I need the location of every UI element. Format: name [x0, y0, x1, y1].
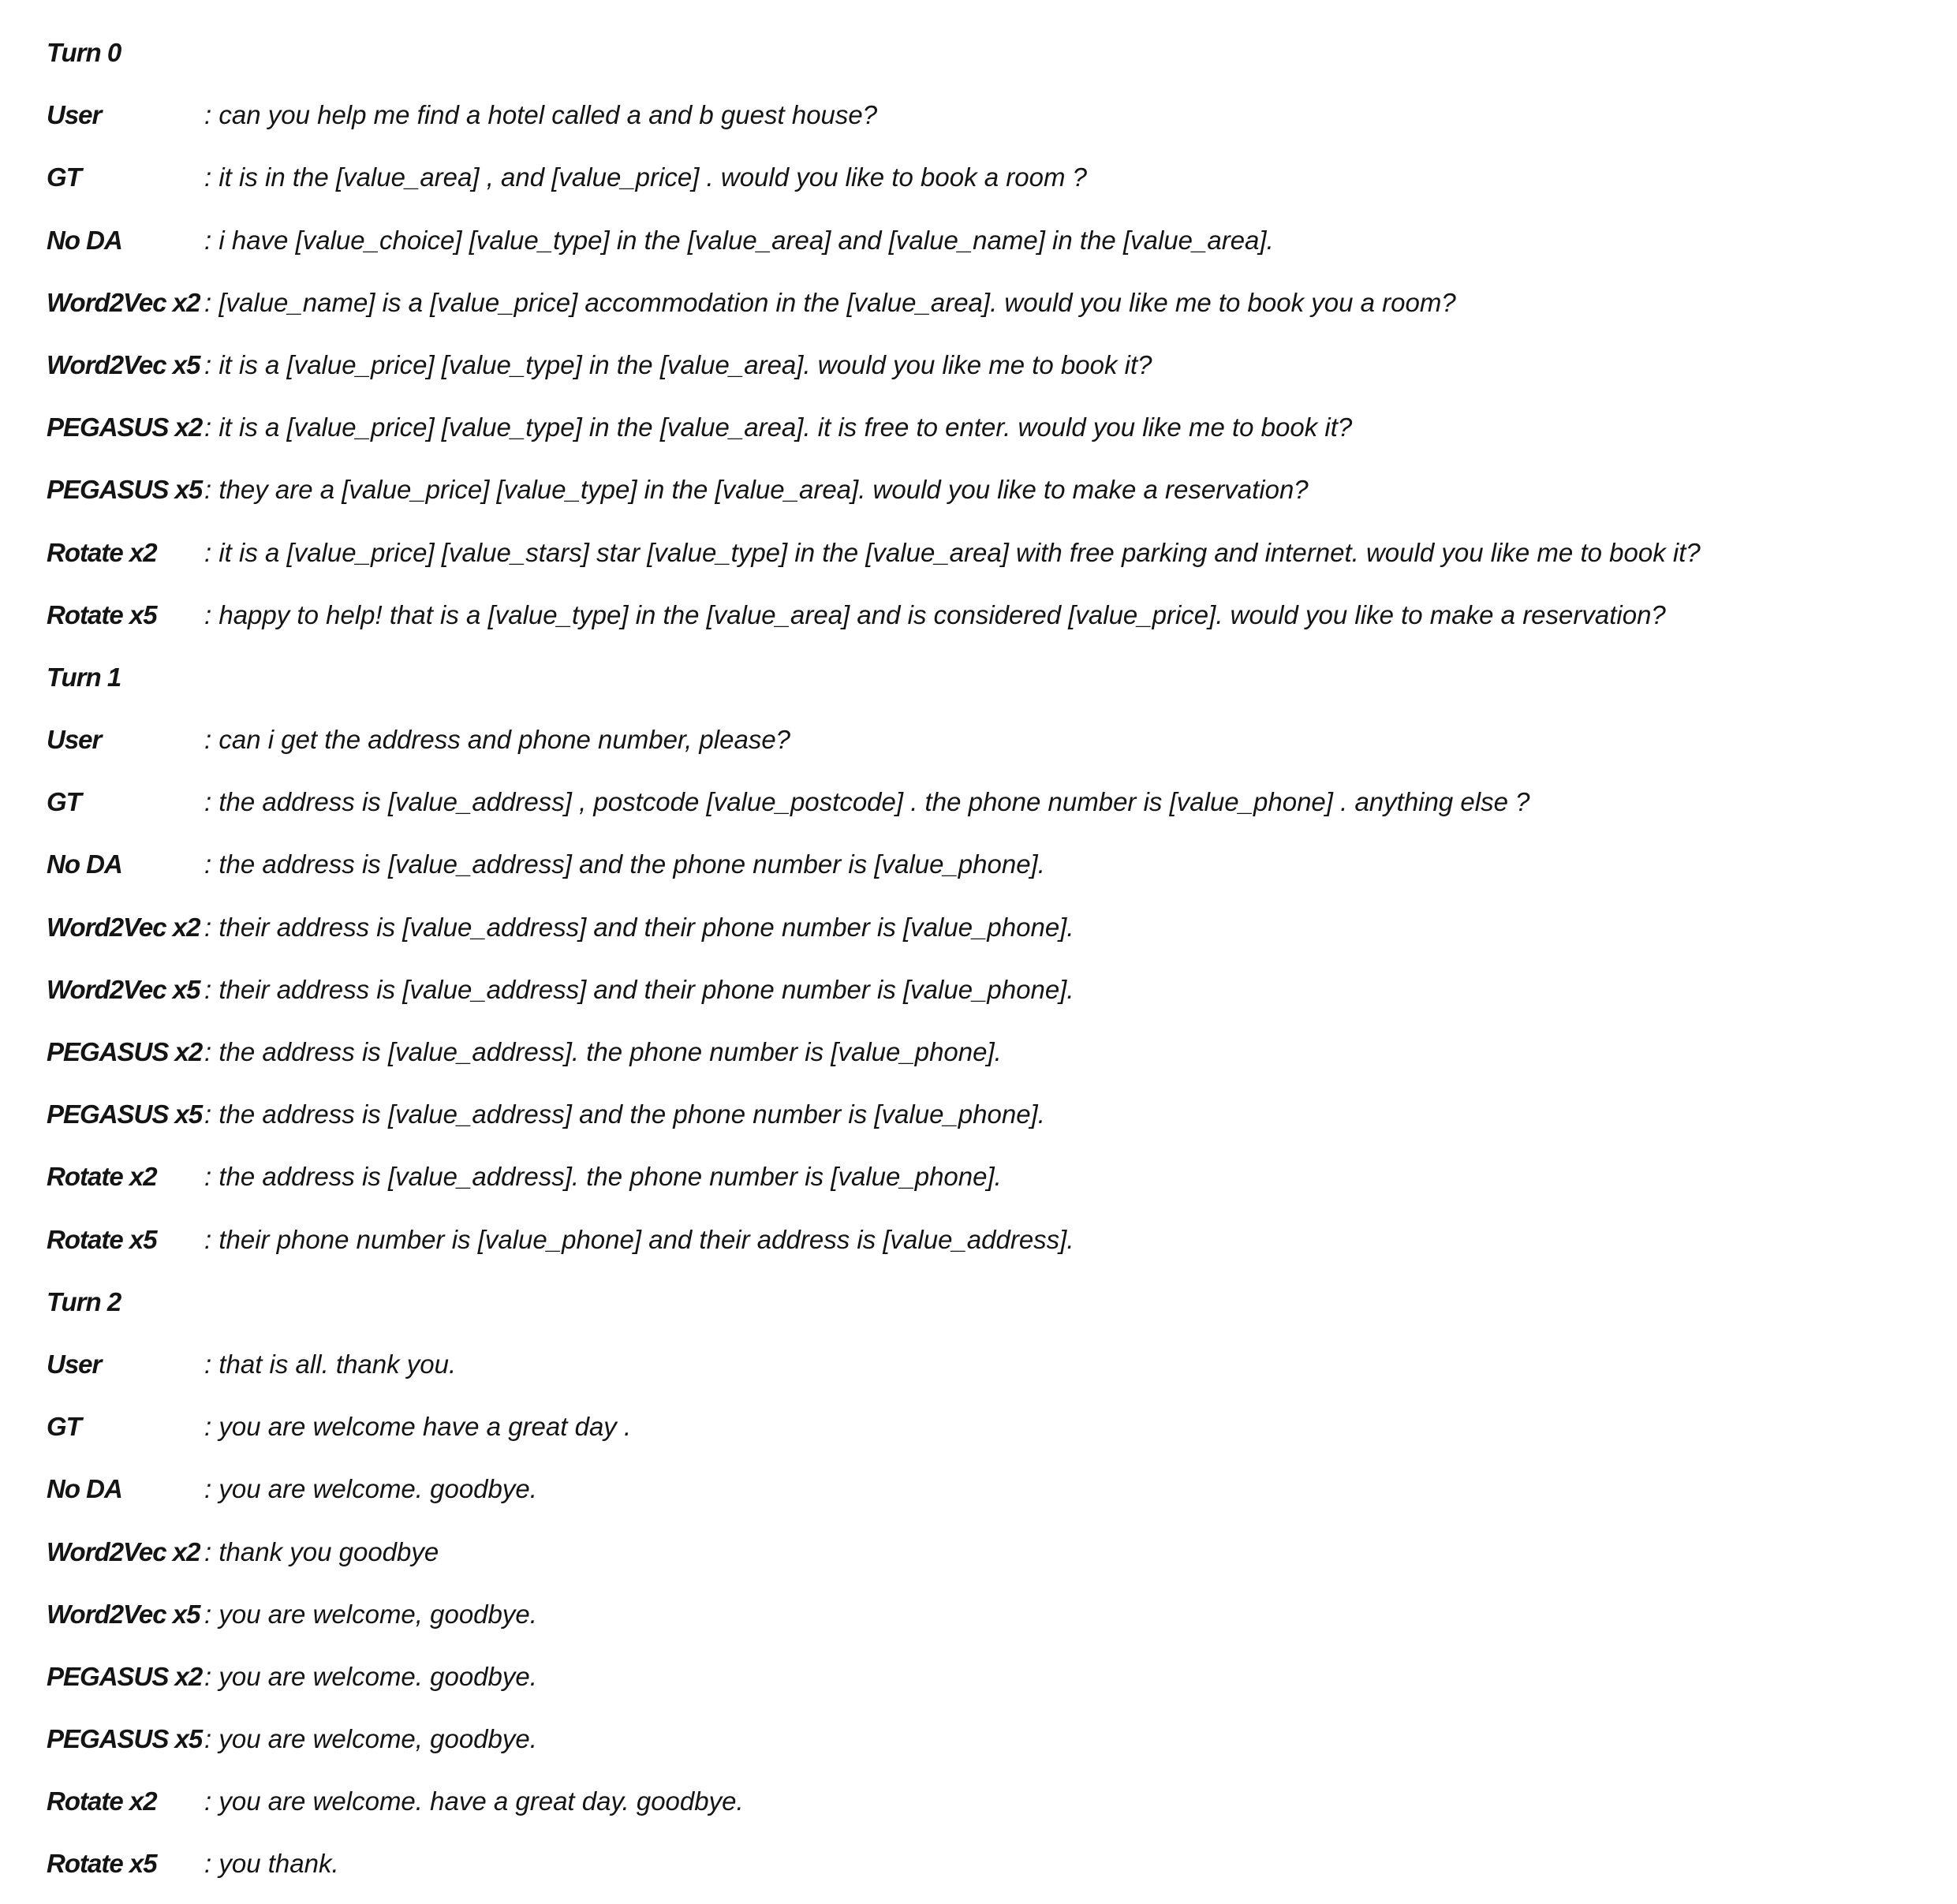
dialogue-row [0, 1841, 1957, 1903]
utterance-text: : the address is [value_address] and the phone number is [value_phone]. [204, 849, 1045, 879]
turn-heading [0, 655, 1957, 717]
speaker-label: Rotate x5 [47, 1224, 157, 1254]
utterance-text: : you are welcome. have a great day. goodbye. [204, 1786, 744, 1816]
utterance-text: : you are welcome. goodbye. [204, 1474, 537, 1504]
utterance-text: : i have [value_choice] [value_type] in the [value_area] and [value_name] in the [value_area]. [204, 225, 1274, 255]
utterance-text: : it is a [value_price] [value_stars] star [value_type] in the [value_area] with free parking and internet. would you like me to book it? [204, 537, 1701, 567]
dialogue-row [0, 1592, 1957, 1654]
speaker-label: PEGASUS x2 [47, 1661, 203, 1691]
dialogue-row [0, 530, 1957, 592]
dialogue-row [0, 1092, 1957, 1154]
speaker-label: PEGASUS x2 [47, 1037, 203, 1066]
speaker-label: PEGASUS x2 [47, 413, 203, 442]
utterance-text: : it is in the [value_area] , and [value_price] . would you like to book a room ? [204, 162, 1087, 192]
speaker-label: PEGASUS x5 [47, 475, 203, 505]
dialogue-row [0, 92, 1957, 155]
speaker-label: Rotate x5 [47, 1849, 157, 1879]
speaker-label: User [47, 725, 102, 755]
dialogue-row [0, 779, 1957, 842]
dialogue-row [0, 1404, 1957, 1466]
dialogue-row [0, 405, 1957, 467]
dialogue-row [0, 218, 1957, 280]
speaker-label: GT [47, 1412, 81, 1442]
turn-title: Turn 1 [47, 662, 121, 692]
speaker-label: User [47, 1349, 102, 1379]
turn-heading [0, 1279, 1957, 1342]
speaker-label: Rotate x2 [47, 537, 157, 567]
utterance-text: : thank you goodbye [204, 1536, 439, 1566]
utterance-text: : their address is [value_address] and their phone number is [value_phone]. [204, 912, 1074, 942]
dialogue-row [0, 1466, 1957, 1529]
utterance-text: : you are welcome. goodbye. [204, 1661, 537, 1691]
dialogue-row [0, 1529, 1957, 1592]
speaker-label: Word2Vec x5 [47, 1599, 200, 1629]
turn-title: Turn 0 [47, 38, 121, 67]
utterance-text: : it is a [value_price] [value_type] in the [value_area]. would you like me to book it? [204, 349, 1152, 379]
utterance-text: : the address is [value_address]. the phone number is [value_phone]. [204, 1162, 1002, 1192]
dialogue-row [0, 1154, 1957, 1216]
utterance-text: : they are a [value_price] [value_type] in the [value_area]. would you like to make a reservation? [204, 475, 1309, 505]
dialogue-row [0, 967, 1957, 1029]
dialogue-row [0, 717, 1957, 779]
speaker-label: No DA [47, 1474, 122, 1504]
utterance-text: : can you help me find a hotel called a and b guest house? [204, 100, 878, 130]
dialogue-row [0, 1029, 1957, 1092]
dialogue-row [0, 905, 1957, 967]
speaker-label: Word2Vec x5 [47, 974, 200, 1004]
dialogue-row [0, 592, 1957, 655]
speaker-label: Rotate x2 [47, 1162, 157, 1192]
utterance-text: : their address is [value_address] and their phone number is [value_phone]. [204, 974, 1074, 1004]
turn-heading [0, 30, 1957, 92]
turn-title: Turn 2 [47, 1286, 121, 1316]
utterance-text: : [value_name] is a [value_price] accommodation in the [value_area]. would you like me to book you a room? [204, 287, 1456, 317]
dialogue-row [0, 1716, 1957, 1779]
dialogue-row [0, 467, 1957, 529]
utterance-text: : that is all. thank you. [204, 1349, 457, 1379]
dialogue-row [0, 1654, 1957, 1716]
utterance-text: : the address is [value_address] , postcode [value_postcode] . the phone number is [value_phone] . anything else ? [204, 787, 1530, 817]
dialogue-row [0, 155, 1957, 217]
speaker-label: Word2Vec x2 [47, 287, 200, 317]
speaker-label: Word2Vec x5 [47, 349, 200, 379]
speaker-label: No DA [47, 849, 122, 879]
utterance-text: : the address is [value_address] and the phone number is [value_phone]. [204, 1099, 1045, 1129]
dialogue-row [0, 342, 1957, 405]
utterance-text: : happy to help! that is a [value_type] in the [value_area] and is considered [value_price]. would you like to make a reservation? [204, 599, 1666, 629]
speaker-label: User [47, 100, 102, 130]
utterance-text: : you thank. [204, 1849, 339, 1879]
speaker-label: Word2Vec x2 [47, 912, 200, 942]
utterance-text: : you are welcome, goodbye. [204, 1724, 537, 1754]
dialogue-row [0, 1217, 1957, 1279]
speaker-label: PEGASUS x5 [47, 1724, 203, 1754]
speaker-label: No DA [47, 225, 122, 255]
speaker-label: Rotate x2 [47, 1786, 157, 1816]
dialogue-row [0, 842, 1957, 904]
utterance-text: : can i get the address and phone number, please? [204, 725, 791, 755]
utterance-text: : you are welcome, goodbye. [204, 1599, 537, 1629]
dialogue-row [0, 1342, 1957, 1404]
dialogue-row [0, 280, 1957, 342]
speaker-label: Rotate x5 [47, 599, 157, 629]
utterance-text: : it is a [value_price] [value_type] in the [value_area]. it is free to enter. would you like me to book it? [204, 413, 1353, 442]
speaker-label: Word2Vec x2 [47, 1536, 200, 1566]
utterance-text: : their phone number is [value_phone] and their address is [value_address]. [204, 1224, 1074, 1254]
speaker-label: PEGASUS x5 [47, 1099, 203, 1129]
speaker-label: GT [47, 162, 81, 192]
utterance-text: : the address is [value_address]. the phone number is [value_phone]. [204, 1037, 1002, 1066]
dialogue-row [0, 1779, 1957, 1841]
speaker-label: GT [47, 787, 81, 817]
utterance-text: : you are welcome have a great day . [204, 1412, 632, 1442]
